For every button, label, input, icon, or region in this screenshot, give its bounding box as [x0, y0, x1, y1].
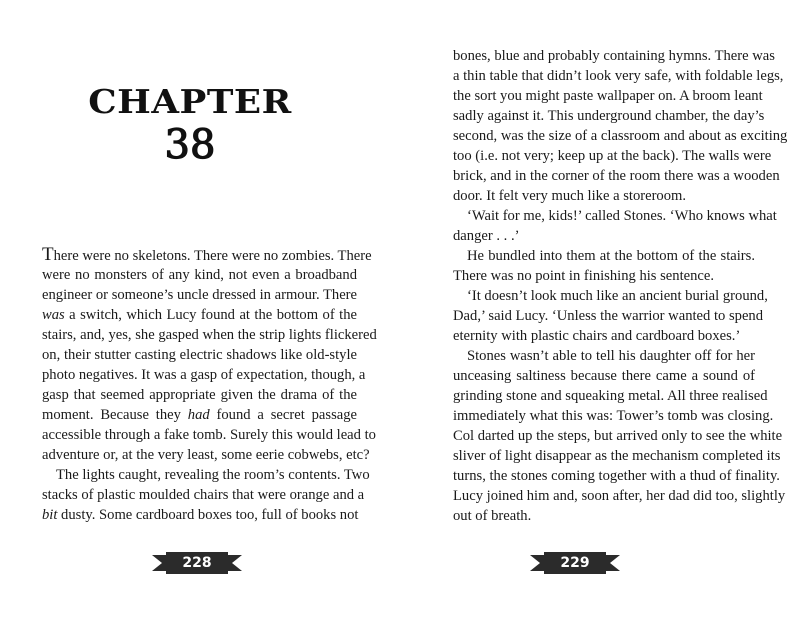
text-line: [453, 486, 786, 506]
text-segment: adventure or, at the very least, some eerie cobwebs, etc?: [42, 447, 370, 463]
text-segment: He bundled into them at the bottom of the stairs.: [467, 248, 755, 264]
text-line: [453, 246, 755, 266]
text-line: [453, 126, 788, 146]
text-segment: Stones wasn’t able to tell his daughter off for her: [467, 348, 755, 364]
text-segment: bones, blue and probably containing hymns. There was: [453, 48, 775, 64]
text-line: [42, 505, 357, 525]
italic-text: bit: [42, 507, 58, 523]
text-segment: engineer or someone’s uncle dressed in armour. There: [42, 287, 358, 303]
text-line: [42, 445, 370, 465]
text-segment: ‘Wait for me, kids!’ called Stones. ‘Who knows what: [467, 208, 777, 224]
text-segment: a switch, which Lucy found at the bottom of the: [64, 307, 357, 323]
text-line: [453, 166, 780, 186]
text-line: [453, 106, 765, 126]
chapter-number: 38: [164, 122, 216, 168]
text-line: [453, 66, 784, 86]
text-line: [453, 446, 781, 466]
text-line: [42, 325, 377, 345]
text-segment: here were no skeletons. There were no zombies. There: [53, 248, 372, 264]
text-line: [453, 426, 783, 446]
text-line: [453, 406, 774, 426]
text-segment: a thin table that didn’t look very safe, with foldable legs,: [453, 68, 784, 84]
text-segment: moment. Because they: [42, 407, 188, 423]
text-line: [453, 306, 764, 326]
text-segment: Lucy joined him and, soon after, her dad did too, slightly: [453, 488, 786, 504]
text-segment: There was no point in finishing his sentence.: [453, 268, 715, 284]
text-line: [42, 405, 357, 425]
text-segment: were no monsters of any kind, not even a broadband: [42, 267, 357, 283]
text-line: [42, 385, 357, 405]
text-segment: photo negatives. It was a gasp of expectation, though, a: [42, 367, 366, 383]
text-segment: second, was the size of a classroom and about as exciting: [453, 128, 788, 144]
page-number: 229: [560, 555, 590, 571]
text-segment: the sort you might paste wallpaper on. A broom leant: [453, 88, 763, 104]
text-line: [453, 506, 755, 526]
text-line: [42, 345, 357, 365]
text-segment: immediately what this was: Tower’s tomb was closing.: [453, 408, 774, 424]
text-line: [42, 425, 376, 445]
text-segment: accessible through a fake tomb. Surely this would lead to: [42, 427, 376, 443]
page-number: 228: [182, 555, 212, 571]
text-line: [453, 206, 777, 226]
text-segment: too (i.e. not very; keep up at the back). The walls were: [453, 148, 772, 164]
text-segment: sadly against it. This underground chamber, the day’s: [453, 108, 765, 124]
text-line: [453, 266, 755, 286]
text-line: [42, 305, 357, 325]
text-line: [453, 366, 755, 386]
chapter-heading: CHAPTER: [88, 82, 292, 121]
italic-text: had: [187, 407, 210, 423]
text-line: [453, 226, 755, 246]
text-segment: danger . . .’: [453, 228, 520, 244]
body-text: [42, 244, 377, 525]
text-segment: unceasing saltiness because there came a sound of: [453, 368, 755, 384]
text-line: [453, 146, 772, 166]
text-line: [42, 485, 365, 505]
text-segment: The lights caught, revealing the room’s contents. Two: [56, 467, 370, 483]
text-line: [453, 186, 755, 206]
text-line: [42, 265, 357, 285]
text-segment: ‘It doesn’t look much like an ancient burial ground,: [467, 288, 768, 304]
italic-text: was: [42, 307, 65, 323]
text-line: [42, 465, 370, 485]
text-segment: on, their stutter casting electric shadows like old-style: [42, 347, 357, 363]
text-line: [42, 285, 357, 305]
text-segment: dusty. Some cardboard boxes too, full of books not: [57, 507, 359, 523]
drop-cap: T: [42, 244, 54, 265]
text-line: [453, 286, 768, 306]
text-segment: Col darted up the steps, but arrived only to see the white: [453, 428, 783, 444]
text-line: [453, 46, 775, 66]
page-number-ribbon: [530, 552, 620, 574]
body-text: [453, 46, 788, 526]
text-segment: grinding stone and squeaking metal. All three realised: [453, 388, 768, 404]
page-number-ribbon: [152, 552, 242, 574]
text-line: [42, 365, 366, 385]
text-segment: sliver of light disappear as the mechanism completed its: [453, 448, 781, 464]
text-segment: out of breath.: [453, 508, 532, 524]
text-line: [42, 244, 372, 265]
text-line: [453, 86, 763, 106]
text-line: [453, 466, 780, 486]
text-line: [453, 346, 755, 366]
text-segment: brick, and in the corner of the room there was a wooden: [453, 168, 780, 184]
text-line: [453, 386, 768, 406]
text-segment: turns, the stones coming together with a thud of finality.: [453, 468, 780, 484]
right-page: [405, 0, 810, 622]
text-segment: stairs, and, yes, she gasped when the strip lights flickered: [42, 327, 377, 343]
text-segment: gasp that seemed appropriate given the drama of the: [42, 387, 357, 403]
text-line: [453, 326, 755, 346]
text-segment: stacks of plastic moulded chairs that were orange and a: [42, 487, 365, 503]
text-segment: door. It felt very much like a storeroom.: [453, 188, 687, 204]
text-segment: found a secret passage: [209, 407, 358, 423]
text-segment: eternity with plastic chairs and cardboard boxes.’: [453, 328, 741, 344]
text-segment: Dad,’ said Lucy. ‘Unless the warrior wanted to spend: [453, 308, 764, 324]
